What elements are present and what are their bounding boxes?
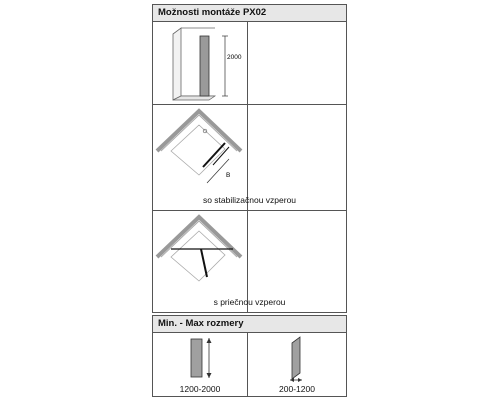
height-dimension-label: 2000 (227, 54, 242, 61)
width-range-diagram (248, 333, 346, 383)
stabilizing-strut-diagram (153, 105, 247, 191)
width-dimension-label: B (226, 172, 231, 179)
width-range-cell (248, 333, 346, 396)
mounting-option-wall (153, 22, 247, 104)
height-range-diagram (153, 333, 247, 383)
column-divider (247, 22, 248, 312)
mounting-option-caption: so stabilizačnou vzperou (202, 195, 297, 205)
size-range-panel (152, 315, 347, 397)
mounting-option-stabilizing-strut (153, 105, 247, 191)
mounting-options-title: Možnosti montáže PX02 (153, 5, 346, 22)
mounting-option-caption: s priečnou vzperou (213, 297, 286, 307)
size-range-title: Min. - Max rozmery (153, 316, 346, 333)
mounting-option-cross-strut (153, 211, 247, 291)
cross-strut-diagram (153, 211, 247, 291)
width-range-label: 200-1200 (279, 384, 315, 394)
wall-mount-diagram (153, 22, 247, 104)
mounting-options-panel (152, 4, 347, 313)
height-range-label: 1200-2000 (179, 384, 221, 394)
height-range-cell (153, 333, 247, 396)
